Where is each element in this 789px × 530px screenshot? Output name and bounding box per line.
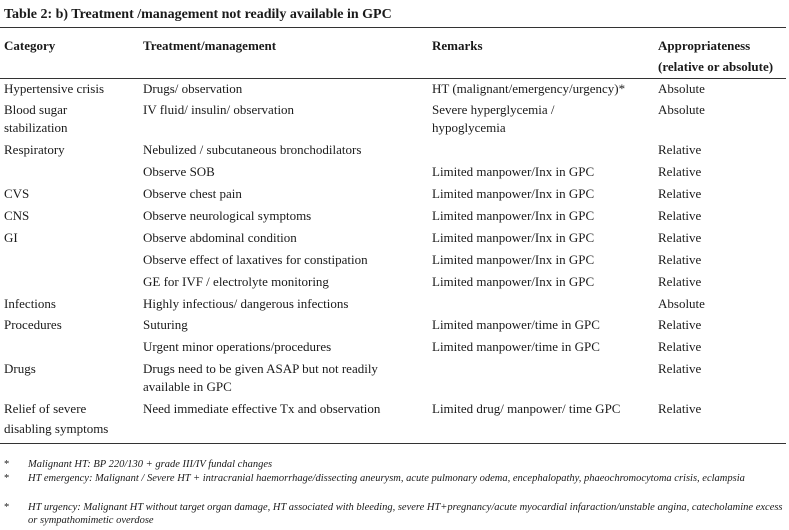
row-category: Procedures	[4, 317, 62, 332]
header-treatment: Treatment/management	[143, 38, 277, 53]
footnote	[4, 501, 784, 528]
row-treatment: IV fluid/ insulin/ observation	[143, 102, 295, 117]
row-remarks: Limited manpower/time in GPC	[432, 317, 600, 332]
row-appropriateness: Absolute	[658, 81, 705, 96]
row-category: Hypertensive crisis	[4, 81, 105, 96]
row-remarks: Limited manpower/Inx in GPC	[432, 230, 595, 245]
row-appropriateness: Relative	[658, 252, 702, 267]
header-category: Category	[4, 38, 56, 53]
row-remarks: Limited manpower/Inx in GPC	[432, 186, 595, 201]
row-treatment: Observe abdominal condition	[143, 230, 297, 245]
row-treatment-line2: available in GPC	[143, 379, 232, 394]
header-rule	[0, 78, 786, 79]
row-category: Relief of severe	[4, 401, 87, 416]
footnote-mark: *	[4, 473, 10, 484]
row-appropriateness: Relative	[658, 317, 702, 332]
row-category: Drugs	[4, 361, 36, 376]
row-appropriateness: Relative	[658, 142, 702, 157]
footnote-text: Malignant HT: BP 220/130 + grade III/IV fundal changes	[28, 459, 273, 470]
table-title: Table 2: b) Treatment /management not readily available in GPC	[4, 7, 392, 22]
header-appropriateness: Appropriateness	[658, 38, 751, 53]
row-remarks: Limited manpower/Inx in GPC	[432, 164, 595, 179]
row-treatment: Nebulized / subcutaneous bronchodilators	[143, 142, 362, 157]
row-remarks: Limited manpower/Inx in GPC	[432, 208, 595, 223]
row-category-line2: disabling symptoms	[4, 421, 109, 436]
row-appropriateness: Relative	[658, 186, 702, 201]
row-appropriateness: Absolute	[658, 296, 705, 311]
row-treatment: Drugs/ observation	[143, 81, 243, 96]
row-appropriateness: Relative	[658, 339, 702, 354]
row-remarks: Limited drug/ manpower/ time GPC	[432, 401, 621, 416]
bottom-rule	[0, 443, 786, 444]
row-remarks-line2: hypoglycemia	[432, 120, 506, 135]
row-treatment: Suturing	[143, 317, 188, 332]
row-treatment: Observe effect of laxatives for constipation	[143, 252, 368, 267]
row-remarks: Severe hyperglycemia /	[432, 102, 555, 117]
row-appropriateness: Relative	[658, 401, 702, 416]
row-category: Infections	[4, 296, 56, 311]
row-treatment: Urgent minor operations/procedures	[143, 339, 332, 354]
row-treatment: Observe neurological symptoms	[143, 208, 312, 223]
footnote-text: HT urgency: Malignant HT without target organ damage, HT associated with bleeding, severe HT+pregnancy/acute myocardial infaraction/unstable angina, catecholamine excess or sympathomimetic overdose	[28, 502, 783, 526]
row-treatment: Drugs need to be given ASAP but not readily	[143, 361, 378, 376]
row-appropriateness: Relative	[658, 164, 702, 179]
row-remarks: Limited manpower/Inx in GPC	[432, 274, 595, 289]
row-appropriateness: Relative	[658, 361, 702, 376]
row-appropriateness: Relative	[658, 208, 702, 223]
row-category: CNS	[4, 208, 30, 223]
row-treatment: Need immediate effective Tx and observation	[143, 401, 381, 416]
row-treatment: GE for IVF / electrolyte monitoring	[143, 274, 329, 289]
footnote	[4, 472, 784, 499]
row-category-line2: stabilization	[4, 120, 68, 135]
row-appropriateness: Relative	[658, 230, 702, 245]
header-remarks: Remarks	[432, 38, 483, 53]
footnote	[4, 458, 784, 472]
header-appropriateness-sub: (relative or absolute)	[658, 59, 774, 74]
row-appropriateness: Relative	[658, 274, 702, 289]
row-remarks: Limited manpower/time in GPC	[432, 339, 600, 354]
footnote-mark: *	[4, 459, 10, 470]
row-appropriateness: Absolute	[658, 102, 705, 117]
row-treatment: Highly infectious/ dangerous infections	[143, 296, 349, 311]
footnote-text: HT emergency: Malignant / Severe HT + intracranial haemorrhage/dissecting aneurysm, acute pulmonary odema, encephalopathy, phaeochromocytoma crisis, eclampsia	[28, 473, 745, 484]
row-remarks: HT (malignant/emergency/urgency)*	[432, 81, 626, 96]
row-category: GI	[4, 230, 18, 245]
row-remarks: Limited manpower/Inx in GPC	[432, 252, 595, 267]
row-treatment: Observe chest pain	[143, 186, 242, 201]
row-category: CVS	[4, 186, 30, 201]
row-treatment: Observe SOB	[143, 164, 215, 179]
row-category: Respiratory	[4, 142, 65, 157]
footnote-mark: *	[4, 502, 10, 513]
top-rule	[0, 27, 786, 28]
row-category: Blood sugar	[4, 102, 68, 117]
